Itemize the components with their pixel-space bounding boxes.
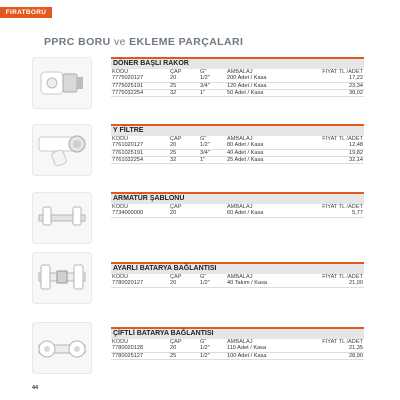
product-image-armatur-sablonu xyxy=(32,192,92,244)
section-title: ARMATÜR ŞABLONU xyxy=(111,192,364,204)
cell-kodu: 7761032254 xyxy=(111,156,169,163)
table-row xyxy=(111,142,364,149)
col-cap: ÇAP xyxy=(170,136,182,142)
cell-fiyat: 21,35 xyxy=(306,345,364,352)
cell-ambalaj: 40 Takım / Kasa xyxy=(226,280,306,287)
title-main: PPRC BORU xyxy=(44,36,111,48)
section-y-filtre xyxy=(111,124,364,164)
cell-g: 1/2'' xyxy=(199,75,226,82)
cell-g: 3/4'' xyxy=(199,149,226,156)
cell-cap: 20 xyxy=(169,345,199,352)
cell-cap: 32 xyxy=(169,156,199,163)
col-g: G'' xyxy=(200,274,207,280)
cell-kodu: 7775032254 xyxy=(111,89,169,96)
cell-kodu: 7761025191 xyxy=(111,149,169,156)
cell-ambalaj: 40 Adet / Kasa xyxy=(226,149,306,156)
page-title xyxy=(44,36,243,48)
col-fiyat: FIYAT TL /ADET xyxy=(322,136,363,142)
cell-cap: 32 xyxy=(169,89,199,96)
col-kodu: KODU xyxy=(112,204,129,210)
cell-g: 3/4'' xyxy=(199,82,226,89)
cell-cap: 20 xyxy=(169,280,199,287)
cell-fiyat: 38,02 xyxy=(306,89,364,96)
col-ambalaj: AMBALAJ xyxy=(227,339,253,345)
section-ayarli-batarya-baglantisi xyxy=(111,262,364,288)
title-rest: EKLEME PARÇALARI xyxy=(129,36,244,48)
cell-kodu: 7780020127 xyxy=(111,280,169,287)
product-image-y-filtre xyxy=(32,124,92,176)
brand-logo: FIRATBORU xyxy=(0,7,52,18)
col-g: G'' xyxy=(200,69,207,75)
price-table xyxy=(111,136,364,164)
cell-cap: 25 xyxy=(169,149,199,156)
cell-g: 1/2'' xyxy=(199,352,226,359)
cell-kodu: 7780025127 xyxy=(111,352,169,359)
cell-g: 1'' xyxy=(199,156,226,163)
page-number: 44 xyxy=(32,385,39,391)
col-fiyat: FIYAT TL /ADET xyxy=(322,204,363,210)
section-title: DÖNER BAŞLI RAKOR xyxy=(111,57,364,69)
col-ambalaj: AMBALAJ xyxy=(227,69,253,75)
table-row xyxy=(111,280,364,287)
col-kodu: KODU xyxy=(112,339,129,345)
section-ciftli-batarya-baglantisi xyxy=(111,327,364,360)
cell-kodu: 7775020127 xyxy=(111,75,169,82)
col-cap: ÇAP xyxy=(170,69,182,75)
cell-fiyat: 17,22 xyxy=(306,75,364,82)
table-row xyxy=(111,210,364,217)
cell-g: 1'' xyxy=(199,89,226,96)
col-g: G'' xyxy=(200,136,207,142)
cell-fiyat: 32,14 xyxy=(306,156,364,163)
cell-g: 1/2'' xyxy=(199,280,226,287)
col-ambalaj: AMBALAJ xyxy=(227,136,253,142)
cell-ambalaj: 110 Adet / Kasa xyxy=(226,345,306,352)
col-ambalaj: AMBALAJ xyxy=(227,274,253,280)
cell-fiyat: 12,48 xyxy=(306,142,364,149)
cell-ambalaj: 120 Adet / Kasa xyxy=(226,82,306,89)
section-title: ÇİFTLİ BATARYA BAĞLANTISI xyxy=(111,327,364,339)
section-title: Y FİLTRE xyxy=(111,124,364,136)
table-row xyxy=(111,75,364,82)
cell-ambalaj: 80 Adet / Kasa xyxy=(226,142,306,149)
title-connector: ve xyxy=(113,36,126,48)
cell-kodu: 7761020127 xyxy=(111,142,169,149)
col-fiyat: FIYAT TL /ADET xyxy=(322,339,363,345)
col-fiyat: FIYAT TL /ADET xyxy=(322,274,363,280)
col-kodu: KODU xyxy=(112,274,129,280)
cell-cap: 25 xyxy=(169,82,199,89)
col-cap: ÇAP xyxy=(170,274,182,280)
cell-cap: 25 xyxy=(169,352,199,359)
product-image-doner-basli-rakor xyxy=(32,57,92,109)
col-cap: ÇAP xyxy=(170,339,182,345)
price-table xyxy=(111,69,364,97)
cell-kodu: 7734000000 xyxy=(111,210,169,217)
table-row xyxy=(111,352,364,359)
cell-ambalaj: 200 Adet / Kasa xyxy=(226,75,306,82)
section-title: AYARLI BATARYA BAĞLANTISI xyxy=(111,262,364,274)
table-row xyxy=(111,82,364,89)
cell-kodu: 7780020128 xyxy=(111,345,169,352)
price-table xyxy=(111,204,364,218)
col-g: G'' xyxy=(200,339,207,345)
cell-cap: 20 xyxy=(169,75,199,82)
cell-cap: 20 xyxy=(169,210,199,217)
table-row xyxy=(111,149,364,156)
cell-fiyat: 21,00 xyxy=(306,280,364,287)
col-ambalaj: AMBALAJ xyxy=(227,204,253,210)
cell-g: 1/2'' xyxy=(199,345,226,352)
cell-g: 1/2'' xyxy=(199,142,226,149)
cell-fiyat: 28,90 xyxy=(306,352,364,359)
product-image-ciftli-batarya xyxy=(32,322,92,374)
price-table xyxy=(111,274,364,288)
table-row xyxy=(111,345,364,352)
col-kodu: KODU xyxy=(112,136,129,142)
cell-cap: 20 xyxy=(169,142,199,149)
cell-ambalaj: 50 Adet / Kasa xyxy=(226,89,306,96)
cell-ambalaj: 60 Adet / Kasa xyxy=(226,210,306,217)
section-doner-basli-rakor xyxy=(111,57,364,97)
product-image-ayarli-batarya xyxy=(32,252,92,304)
col-fiyat: FIYAT TL /ADET xyxy=(322,69,363,75)
cell-ambalaj: 100 Adet / Kasa xyxy=(226,352,306,359)
cell-kodu: 7775025191 xyxy=(111,82,169,89)
cell-fiyat: 5,77 xyxy=(306,210,364,217)
cell-fiyat: 23,34 xyxy=(306,82,364,89)
table-row xyxy=(111,156,364,163)
cell-g xyxy=(199,210,226,217)
price-table xyxy=(111,339,364,360)
table-row xyxy=(111,89,364,96)
cell-fiyat: 19,82 xyxy=(306,149,364,156)
col-kodu: KODU xyxy=(112,69,129,75)
cell-ambalaj: 25 Adet / Kasa xyxy=(226,156,306,163)
col-cap: ÇAP xyxy=(170,204,182,210)
section-armatur-sablonu xyxy=(111,192,364,218)
